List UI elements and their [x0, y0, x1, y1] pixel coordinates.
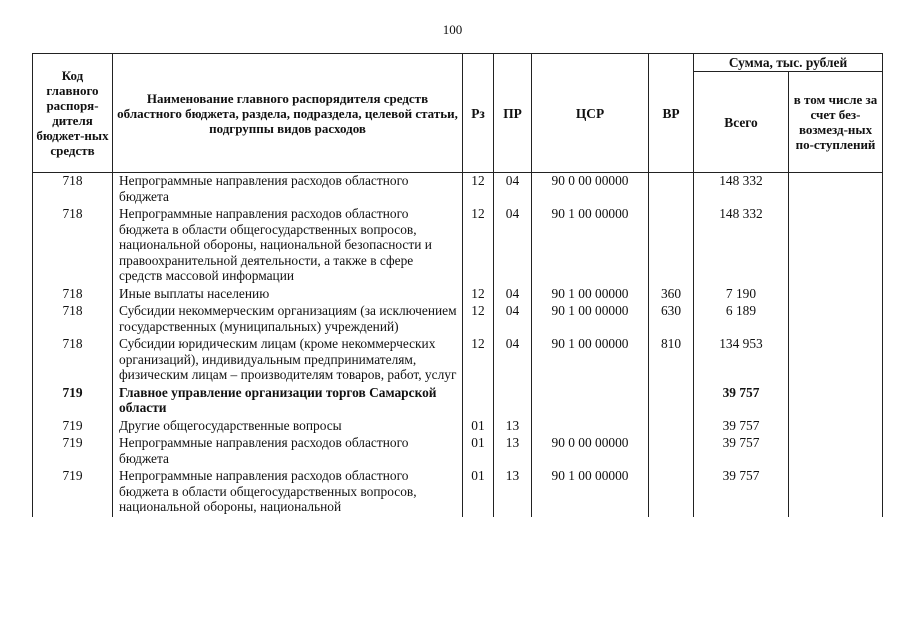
- cell-extra: [789, 286, 883, 304]
- cell-code: 718: [33, 286, 113, 304]
- header-pr: ПР: [494, 54, 532, 173]
- cell-total: 39 757: [694, 385, 789, 418]
- cell-code: 719: [33, 418, 113, 436]
- table-row: [33, 468, 883, 517]
- header-code: Код главного распоря-дителя бюджет-ных средств: [33, 54, 113, 173]
- cell-total: 148 332: [694, 206, 789, 286]
- cell-rz: 01: [463, 418, 494, 436]
- cell-extra: [789, 206, 883, 286]
- cell-name: Непрограммные направления расходов областного бюджета: [113, 435, 463, 468]
- cell-pr: 13: [494, 435, 532, 468]
- cell-vr: [649, 206, 694, 286]
- header-sum-group: Сумма, тыс. рублей: [694, 54, 883, 72]
- cell-rz: 01: [463, 468, 494, 517]
- cell-name: Непрограммные направления расходов областного бюджета: [113, 173, 463, 207]
- cell-pr: 04: [494, 286, 532, 304]
- table-header: [33, 54, 883, 173]
- cell-csr: [532, 418, 649, 436]
- cell-extra: [789, 303, 883, 336]
- cell-extra: [789, 468, 883, 517]
- cell-extra: [789, 418, 883, 436]
- cell-rz: 12: [463, 206, 494, 286]
- cell-extra: [789, 385, 883, 418]
- cell-vr: [649, 385, 694, 418]
- cell-csr: 90 1 00 00000: [532, 303, 649, 336]
- cell-total: 7 190: [694, 286, 789, 304]
- cell-name: Иные выплаты населению: [113, 286, 463, 304]
- cell-pr: [494, 385, 532, 418]
- cell-total: 134 953: [694, 336, 789, 385]
- table-row: [33, 336, 883, 385]
- cell-csr: 90 1 00 00000: [532, 286, 649, 304]
- cell-rz: 12: [463, 286, 494, 304]
- cell-csr: [532, 385, 649, 418]
- cell-vr: [649, 173, 694, 207]
- cell-code: 718: [33, 303, 113, 336]
- table-row: [33, 303, 883, 336]
- cell-code: 718: [33, 336, 113, 385]
- cell-vr: 630: [649, 303, 694, 336]
- cell-vr: [649, 418, 694, 436]
- cell-csr: 90 1 00 00000: [532, 336, 649, 385]
- cell-csr: 90 1 00 00000: [532, 468, 649, 517]
- cell-name: Главное управление организации торгов Самарской области: [113, 385, 463, 418]
- cell-total: 39 757: [694, 435, 789, 468]
- cell-csr: 90 0 00 00000: [532, 173, 649, 207]
- cell-rz: 12: [463, 336, 494, 385]
- header-name: Наименование главного распорядителя средств областного бюджета, раздела, подраздела, целевой статьи, подгруппы видов расходов: [113, 54, 463, 173]
- cell-pr: 04: [494, 206, 532, 286]
- table-row: [33, 385, 883, 418]
- cell-name: Непрограммные направления расходов областного бюджета в области общегосударственных вопросов, национальной обороны, национальной: [113, 468, 463, 517]
- table-row: [33, 418, 883, 436]
- cell-vr: [649, 468, 694, 517]
- header-rz: Рз: [463, 54, 494, 173]
- cell-pr: 04: [494, 336, 532, 385]
- table-row: [33, 173, 883, 207]
- header-vr: ВР: [649, 54, 694, 173]
- cell-total: 39 757: [694, 468, 789, 517]
- cell-total: 6 189: [694, 303, 789, 336]
- cell-pr: 13: [494, 418, 532, 436]
- cell-pr: 13: [494, 468, 532, 517]
- header-extra: в том числе за счет без-возмезд-ных по-ступлений: [789, 72, 883, 173]
- cell-vr: [649, 435, 694, 468]
- cell-pr: 04: [494, 173, 532, 207]
- cell-name: Другие общегосударственные вопросы: [113, 418, 463, 436]
- table-row: [33, 206, 883, 286]
- cell-csr: 90 1 00 00000: [532, 206, 649, 286]
- cell-vr: 810: [649, 336, 694, 385]
- cell-rz: [463, 385, 494, 418]
- cell-name: Субсидии некоммерческим организациям (за исключением государственных (муниципальных) учреждений): [113, 303, 463, 336]
- table-row: [33, 286, 883, 304]
- cell-code: 719: [33, 435, 113, 468]
- header-csr: ЦСР: [532, 54, 649, 173]
- cell-rz: 01: [463, 435, 494, 468]
- cell-name: Субсидии юридическим лицам (кроме некоммерческих организаций), индивидуальным предпринимателям, физическим лицам – производителям товаров, работ, услуг: [113, 336, 463, 385]
- cell-rz: 12: [463, 173, 494, 207]
- cell-vr: 360: [649, 286, 694, 304]
- cell-name: Непрограммные направления расходов областного бюджета в области общегосударственных вопросов, национальной обороны, национальной безопасности и правоохранительной деятельности, а также в сфере средств массовой информации: [113, 206, 463, 286]
- table-body: [33, 173, 883, 517]
- cell-csr: 90 0 00 00000: [532, 435, 649, 468]
- cell-rz: 12: [463, 303, 494, 336]
- cell-code: 719: [33, 468, 113, 517]
- cell-total: 39 757: [694, 418, 789, 436]
- cell-total: 148 332: [694, 173, 789, 207]
- cell-code: 718: [33, 173, 113, 207]
- cell-extra: [789, 336, 883, 385]
- header-total: Всего: [694, 72, 789, 173]
- cell-code: 719: [33, 385, 113, 418]
- cell-extra: [789, 173, 883, 207]
- cell-code: 718: [33, 206, 113, 286]
- budget-table: [32, 53, 883, 517]
- cell-pr: 04: [494, 303, 532, 336]
- page-number: 100: [442, 22, 463, 37]
- cell-extra: [789, 435, 883, 468]
- table-row: [33, 435, 883, 468]
